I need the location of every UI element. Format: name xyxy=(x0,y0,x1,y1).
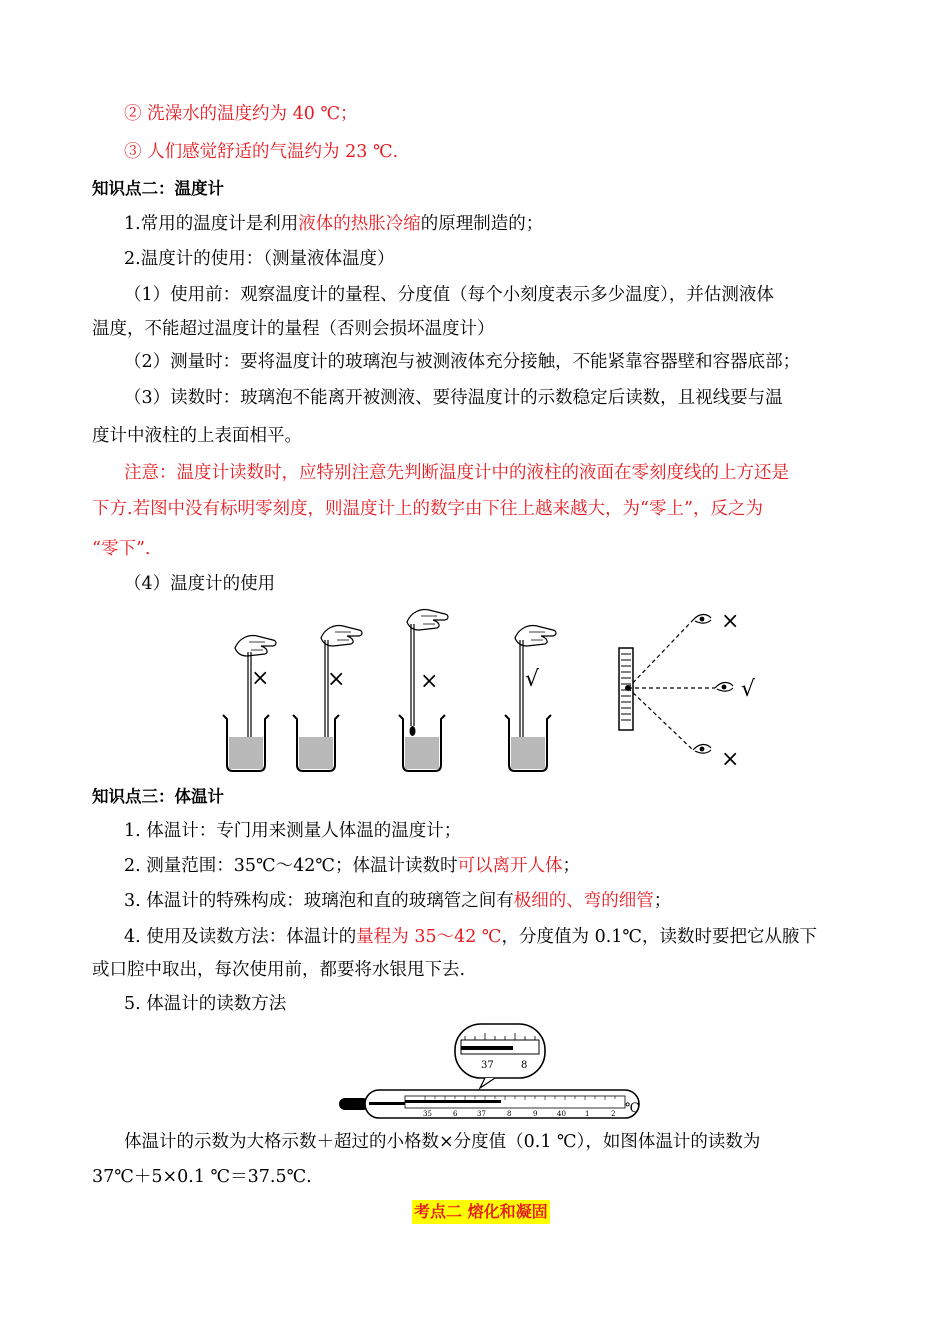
mark-3: × xyxy=(420,669,439,694)
clinical-thermometer-figure xyxy=(335,1020,645,1125)
intro-item-2: ② 洗澡水的温度约为 40 ℃； xyxy=(124,104,358,124)
scale-label-40: 40 xyxy=(557,1110,566,1118)
note-line-a: 注意：温度计读数时，应特别注意先判断温度计中的液柱的液面在零刻度线的上方还是 xyxy=(124,463,789,483)
eye-mark-2: √ xyxy=(741,677,756,702)
beaker-setup-1 xyxy=(223,636,276,772)
beaker-setup-3 xyxy=(399,610,448,772)
point2-line-4: （2）测量时：要将温度计的玻璃泡与被测液体充分接触，不能紧靠容器壁和容器底部； xyxy=(124,352,801,372)
scale-label-37: 37 xyxy=(477,1110,486,1118)
beaker-setup-4 xyxy=(505,626,556,772)
scale-label-9: 9 xyxy=(533,1110,538,1118)
eye-icon xyxy=(693,614,711,623)
scale-label-1: 1 xyxy=(585,1110,590,1118)
section-title: 考点二 熔化和凝固 xyxy=(412,1200,550,1224)
point2-line-3b: 温度，不能超过温度计的量程（否则会损坏温度计） xyxy=(92,319,495,339)
mark-1: × xyxy=(251,666,270,691)
point3-line-5: 5. 体温计的读数方法 xyxy=(124,994,287,1014)
eye-icon xyxy=(715,682,733,691)
beaker-setup-2 xyxy=(293,626,362,772)
intro-item-3: ③ 人们感觉舒适的气温约为 23 ℃. xyxy=(124,142,399,162)
zoom-label-8: 8 xyxy=(521,1060,528,1071)
point3-line-4: 4. 使用及读数方法：体温计的量程为 35～42 ℃，分度值为 0.1℃，读数时要把它从腋下 xyxy=(124,927,817,947)
eye-icon xyxy=(693,744,711,753)
scale-label-2: 2 xyxy=(611,1110,616,1118)
point2-line-5b: 度计中液柱的上表面相平。 xyxy=(92,426,302,446)
point2-line-2: 2.温度计的使用：（测量液体温度） xyxy=(124,249,395,269)
reading-line-b: 37℃＋5×0.1 ℃＝37.5℃. xyxy=(92,1167,312,1187)
reading-line-a: 体温计的示数为大格示数＋超过的小格数×分度值（0.1 ℃），如图体温计的读数为 xyxy=(124,1132,761,1152)
scale-label-6: 6 xyxy=(453,1110,458,1118)
note-line-b: 下方.若图中没有标明零刻度，则温度计上的数字由下往上越来越大，为“零上”，反之为 xyxy=(92,499,763,519)
point3-line-4c: 或口腔中取出，每次使用前，都要将水银甩下去. xyxy=(92,960,466,980)
point2-line-6: （4）温度计的使用 xyxy=(124,574,276,594)
sightline-diagram xyxy=(619,609,756,772)
point2-line-3a: （1）使用前：观察温度计的量程、分度值（每个小刻度表示多少温度），并估测液体 xyxy=(124,285,774,305)
unit-label: ℃ xyxy=(625,1101,640,1116)
zoom-label-37: 37 xyxy=(481,1060,494,1071)
mark-4: √ xyxy=(525,667,540,692)
note-line-c: “零下”. xyxy=(92,539,151,559)
magnifier-lens xyxy=(455,1024,545,1088)
thermometer-usage-figure xyxy=(215,600,775,775)
eye-mark-3: × xyxy=(721,747,740,772)
point3-line-1: 1. 体温计：专门用来测量人体温的温度计； xyxy=(124,821,462,841)
thermometer-body xyxy=(339,1090,640,1118)
heading-point-3: 知识点三：体温计 xyxy=(92,787,224,806)
point2-line-5a: （3）读数时：玻璃泡不能离开被测液、要待温度计的示数稳定后读数，且视线要与温 xyxy=(124,388,783,408)
eye-mark-1: × xyxy=(721,609,740,634)
heading-point-2: 知识点二：温度计 xyxy=(92,179,224,198)
point2-line-1: 1.常用的温度计是利用液体的热胀冷缩的原理制造的； xyxy=(124,214,544,234)
point3-line-3: 3. 体温计的特殊构成：玻璃泡和直的玻璃管之间有极细的、弯的细管； xyxy=(124,891,672,911)
mark-2: × xyxy=(327,667,346,692)
scale-label-8: 8 xyxy=(507,1110,512,1118)
scale-label-35: 35 xyxy=(423,1110,432,1118)
point3-line-2: 2. 测量范围：35℃～42℃；体温计读数时可以离开人体； xyxy=(124,856,580,876)
